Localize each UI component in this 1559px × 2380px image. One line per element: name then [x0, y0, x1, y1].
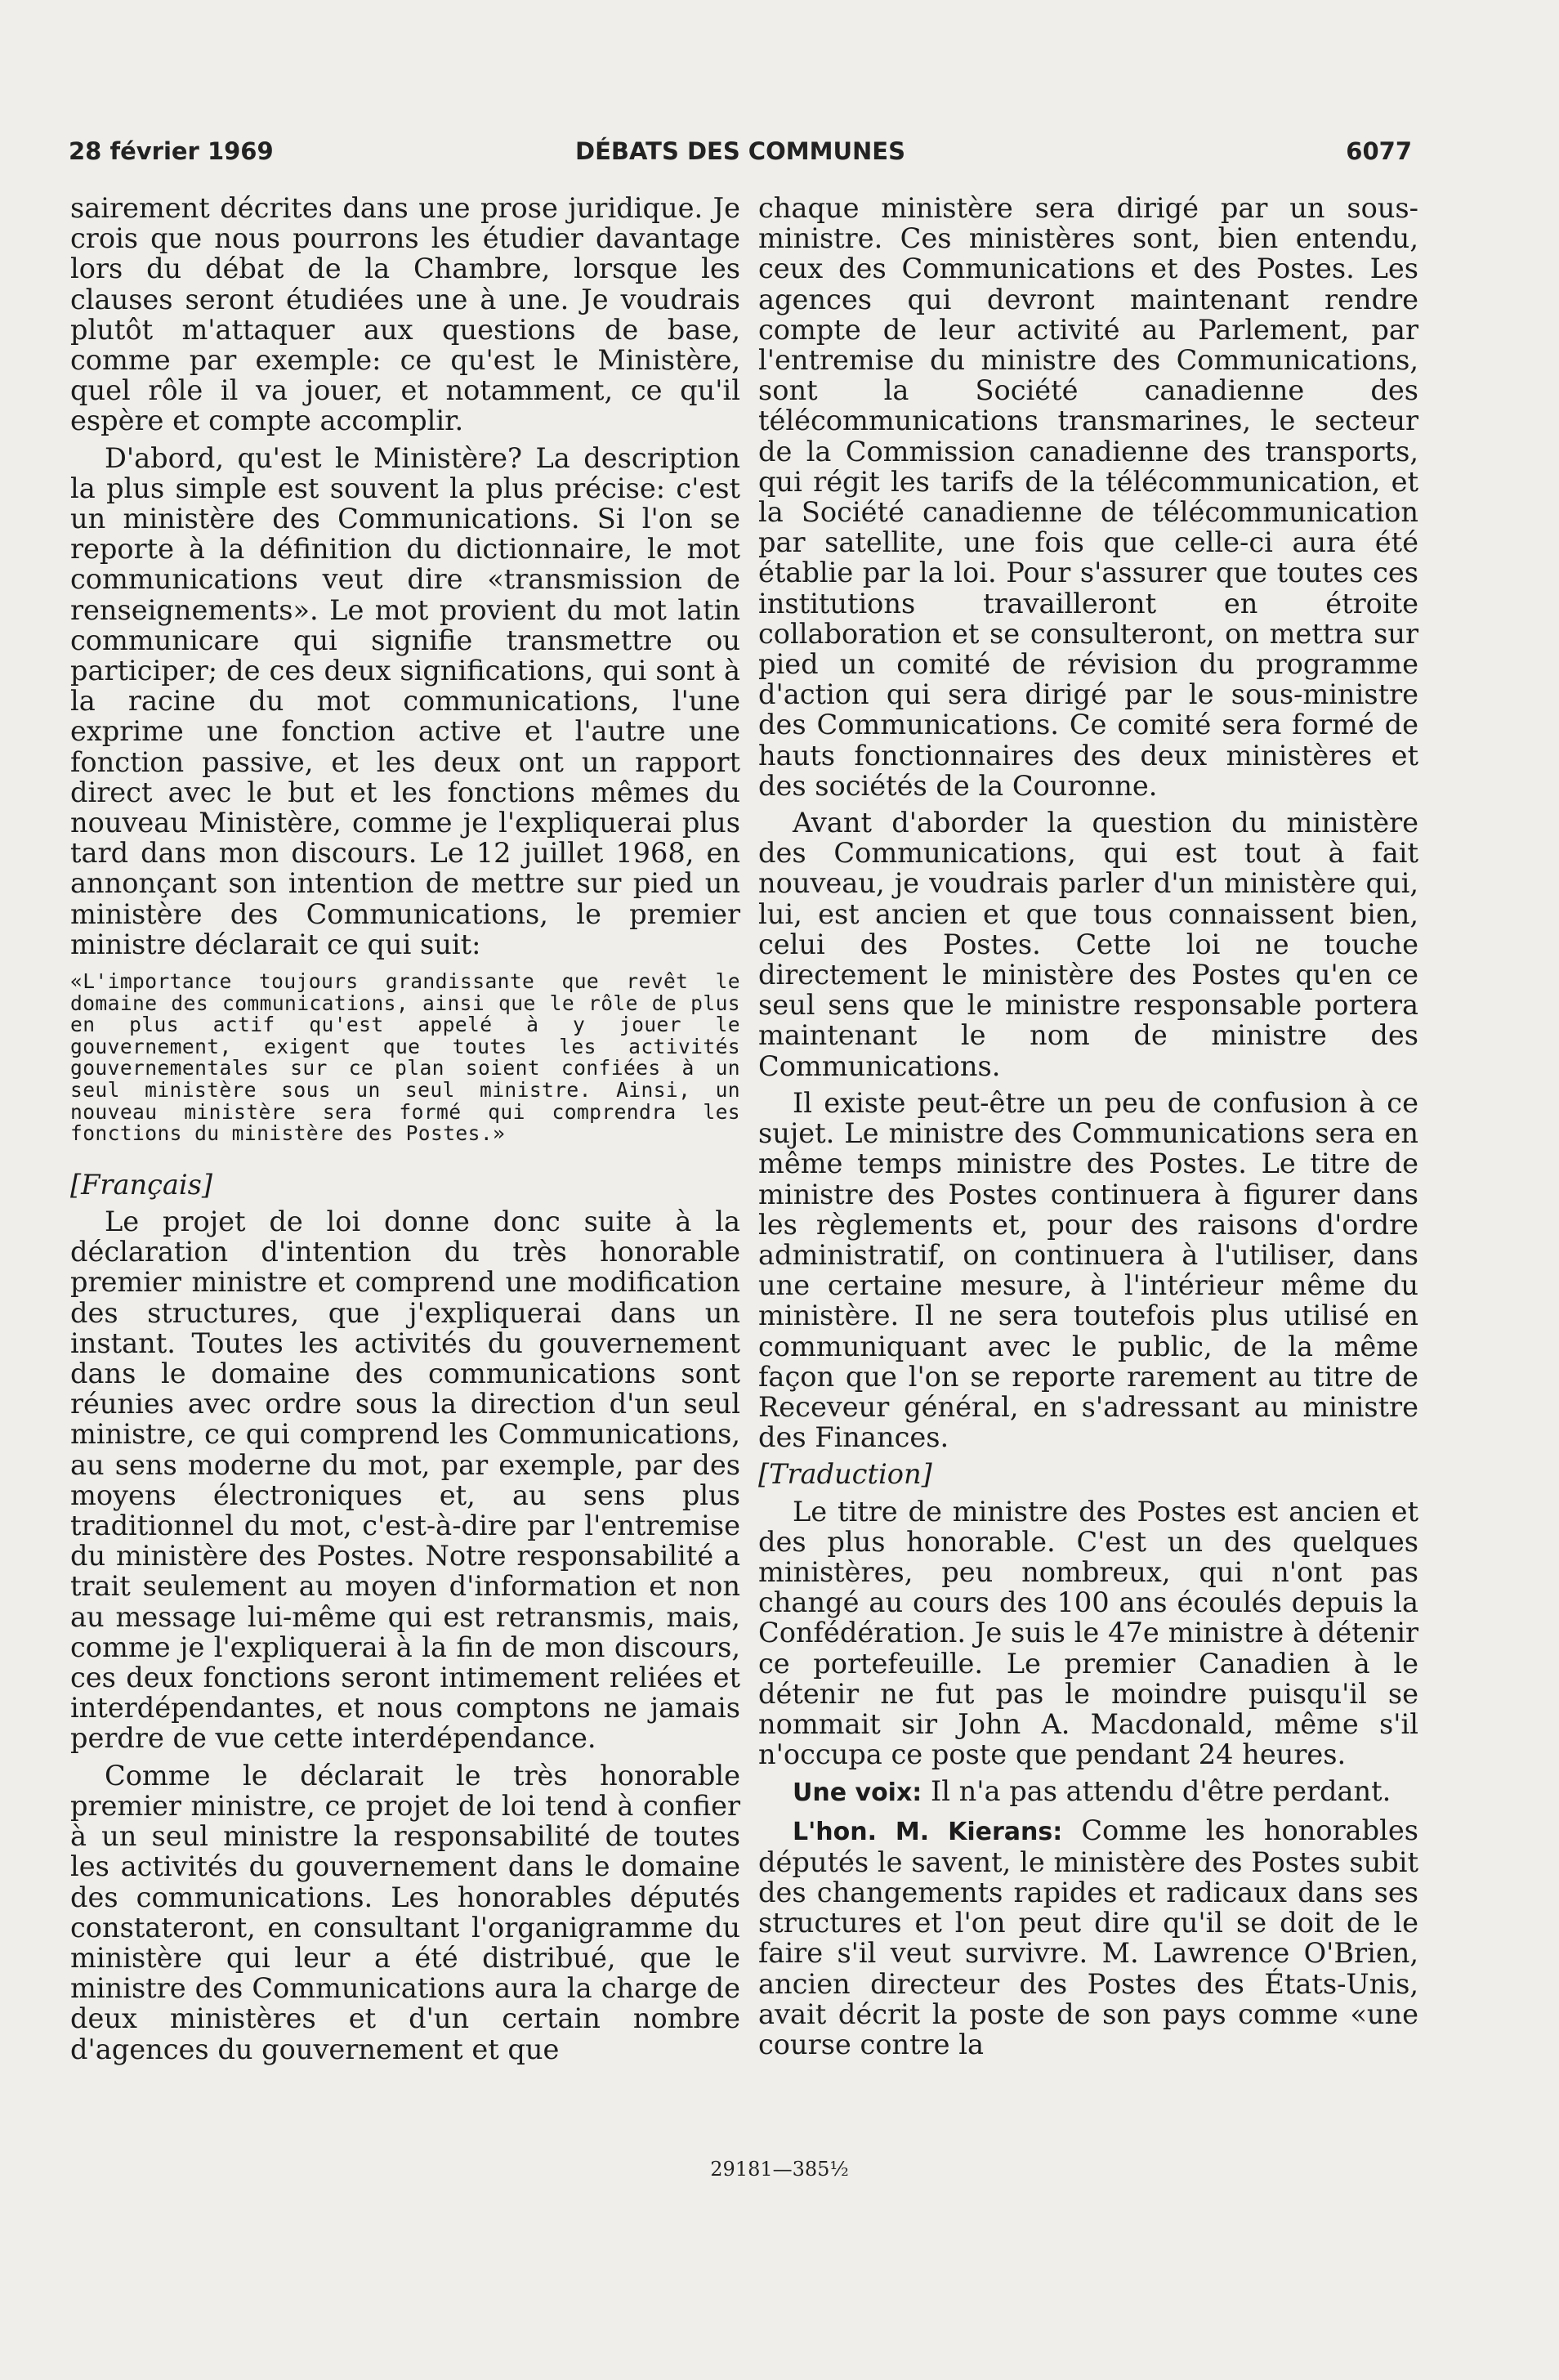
paragraph: sairement décrites dans une prose juridique. Je crois que nous pourrons les étudier davantage lors du débat de la Chambre, lorsque les clauses seront étudiées une à une. Je voudrais plutôt m'attaquer aux questions de base, comme par exemple: ce qu'est le Ministère, quel rôle il va jouer, et notamment, ce qu'il espère et compte accomplir. [70, 192, 740, 437]
left-column [70, 193, 740, 2071]
paragraph: chaque ministère sera dirigé par un sous-ministre. Ces ministères sont, bien entendu, ceux des Communications et des Postes. Les agences qui devront maintenant rendre compte de leur activité au Parlement, par l'entremise du ministre des Communications, sont la Société canadienne des télécommunications transmarines, le secteur de la Commission canadienne des transports, qui régit les tarifs de la télécommunication, et la Société canadienne de télécommunication par satellite, une fois que celle-ci aura été établie par la loi. Pour s'assurer que toutes ces institutions travailleront en étroite collaboration et se consulteront, on mettra sur pied un comité de révision du programme d'action qui sera dirigé par le sous-ministre des Communications. Ce comité sera formé de hauts fonctionnaires des deux ministères et des sociétés de la Couronne. [758, 192, 1418, 802]
paragraph: Le titre de ministre des Postes est ancien et des plus honorable. C'est un des quelques ministères, peu nombreux, qui n'ont pas changé au cours des 100 ans écoulés depuis la Confédération. Je suis le 47e ministre à détenir ce portefeuille. Le premier Canadien à le détenir ne fut pas le moindre puisqu'il se nommait sir John A. Macdonald, même s'il n'occupa ce poste que pendant 24 heures. [758, 1495, 1418, 1771]
header-title: DÉBATS DES COMMUNES [575, 137, 905, 165]
speech-text: Comme les honorables députés le savent, le ministère des Postes subit des changements rapides et radicaux dans ses structures et l'on peut dire qu'il se doit de le faire s'il veut survivre. M. Lawrence O'Brien, ancien directeur des Postes des États-Unis, avait décrit la poste de son pays comme «une course contre la [758, 1814, 1418, 2060]
page-number: 6077 [1346, 137, 1412, 165]
page-footer: 29181—385½ [710, 2158, 849, 2181]
speech [758, 1776, 1418, 1808]
page-header [69, 131, 1412, 177]
speaker-name: L'hon. M. Kierans: [793, 1817, 1063, 1846]
speech [758, 1815, 1418, 2060]
language-tag: [Français] [70, 1168, 212, 1201]
paragraph: Comme le déclarait le très honorable premier ministre, ce projet de loi tend à confier à un seul ministre la responsabilité de toutes les activités du gouvernement dans le domaine des communications. Les honorables députés constateront, en consultant l'organigramme du ministère qui leur a été distribué, que le ministre des Communications aura la charge de deux ministères et d'un certain nombre d'agences du gouvernement et que [70, 1759, 740, 2065]
paragraph: Il existe peut-être un peu de confusion à ce sujet. Le ministre des Communications sera en même temps ministre des Postes. Le titre de ministre des Postes continuera à figurer dans les règlements et, pour des raisons d'ordre administratif, on continuera à l'utiliser, dans une certaine mesure, à l'intérieur même du ministère. Il ne sera toutefois plus utilisé en communiquant avec le public, de la même façon que l'on se reporte rarement au titre de Receveur général, en s'adressant au ministre des Finances. [758, 1086, 1418, 1454]
speaker-name: Une voix: [793, 1778, 922, 1808]
paragraph: D'abord, qu'est le Ministère? La description la plus simple est souvent la plus précise: c'est un ministère des Communications. Si l'on se reporte à la définition du dictionnaire, le mot communications veut dire «transmission de renseignements». Le mot provient du mot latin communicare qui signifie transmettre ou participer; de ces deux significations, qui sont à la racine du mot communications, l'une exprime une fonction active et l'autre une fonction passive, et les deux ont un rapport direct avec le but et les fonctions mêmes du nouveau Ministère, comme je l'expliquerai plus tard dans mon discours. Le 12 juillet 1968, en annonçant son intention de mettre sur pied un ministère des Communications, le premier ministre déclarait ce qui suit: [70, 441, 740, 960]
block-quote: «L'importance toujours grandissante que revêt le domaine des communications, ainsi que le rôle de plus en plus actif qu'est appelé à y jouer le gouvernement, exigent que toutes les activités gouvernementales sur ce plan soient confiées à un seul ministère sous un seul ministre. Ainsi, un nouveau ministère sera formé qui comprendra les fonctions du ministère des Postes.» [70, 969, 740, 1146]
right-column [758, 193, 1418, 2066]
paragraph: Avant d'aborder la question du ministère des Communications, qui est tout à fait nouveau, je voudrais parler d'un ministère qui, lui, est ancien et que tous connaissent bien, celui des Postes. Cette loi ne touche directement le ministère des Postes qu'en ce seul sens que le ministre responsable portera maintenant le nom de ministre des Communications. [758, 807, 1418, 1082]
paragraph: Le projet de loi donne donc suite à la déclaration d'intention du très honorable premier ministre et comprend une modification des structures, que j'expliquerai dans un instant. Toutes les activités du gouvernement dans le domaine des communications sont réunies avec ordre sous la direction d'un seul ministre, ce qui comprend les Communications, au sens moderne du mot, par exemple, par des moyens électroniques et, au sens plus traditionnel du mot, c'est-à-dire par l'entremise du ministère des Postes. Notre responsabilité a trait seulement au moyen d'information et non au message lui-même qui est retransmis, mais, comme je l'expliquerai à la fin de mon discours, ces deux fonctions seront intimement reliées et interdépendantes, et nous comptons ne jamais perdre de vue cette interdépendance. [70, 1206, 740, 1755]
language-tag: [Traduction] [758, 1458, 932, 1491]
header-date: 28 février 1969 [69, 137, 274, 165]
speech-text: Il n'a pas attendu d'être perdant. [922, 1775, 1391, 1808]
